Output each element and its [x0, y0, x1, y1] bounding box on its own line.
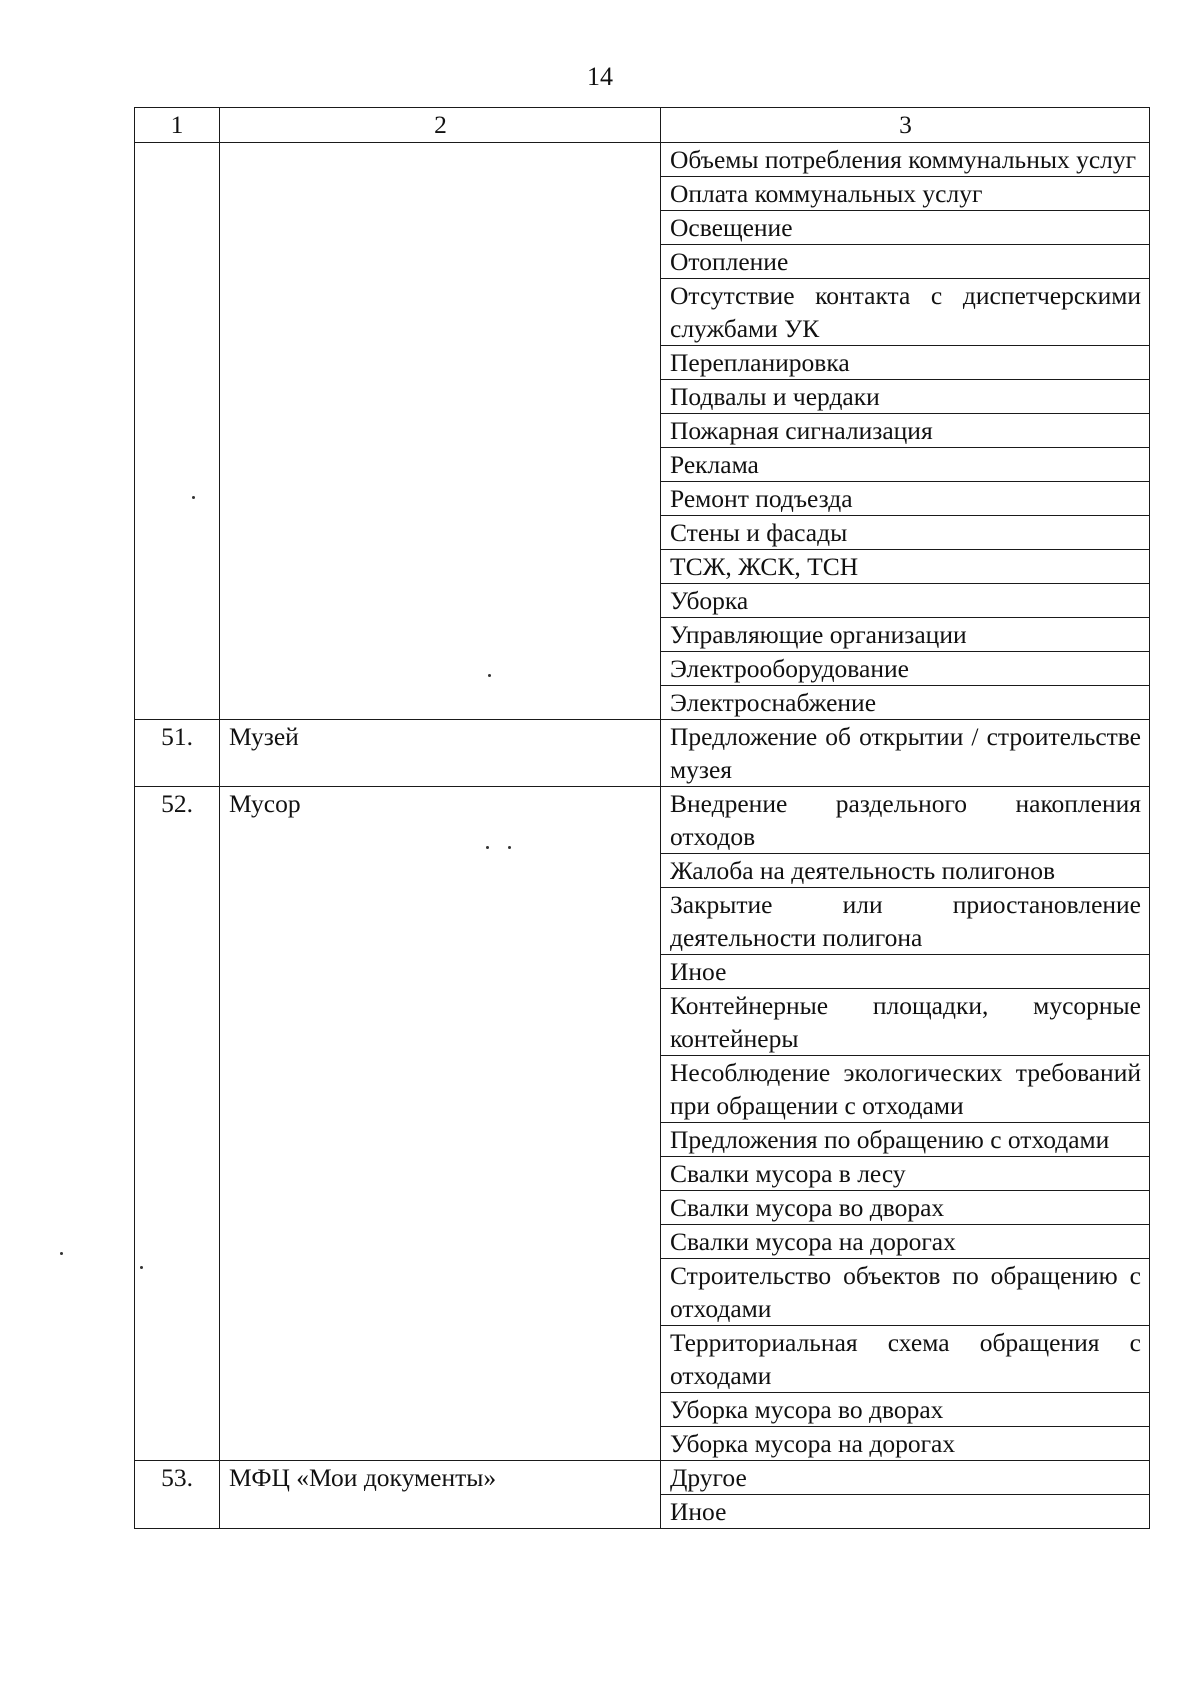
topic-cell: Иное — [661, 955, 1150, 989]
topic-cell: Предложение об открытии / строительстве музея — [661, 720, 1150, 787]
table-row — [135, 1461, 1150, 1495]
topic-cell: Оплата коммунальных услуг — [661, 177, 1150, 211]
item-name — [220, 143, 661, 720]
table-row — [135, 787, 1150, 854]
topic-cell: Свалки мусора на дорогах — [661, 1225, 1150, 1259]
topic-cell: Перепланировка — [661, 346, 1150, 380]
scan-speck — [192, 496, 195, 499]
topic-cell: Электрооборудование — [661, 652, 1150, 686]
topic-cell: Свалки мусора во дворах — [661, 1191, 1150, 1225]
table-row — [135, 143, 1150, 177]
topic-cell: Уборка мусора на дорогах — [661, 1427, 1150, 1461]
scan-speck — [508, 846, 511, 849]
header-cell-2: 2 — [220, 108, 661, 143]
topic-cell: Другое — [661, 1461, 1150, 1495]
item-number — [135, 143, 220, 720]
item-name: Мусор — [220, 787, 661, 1461]
topic-cell: Внедрение раздельного накопления отходов — [661, 787, 1150, 854]
topic-cell: Предложения по обращению с отходами — [661, 1123, 1150, 1157]
page-number: 14 — [587, 62, 613, 91]
scan-speck — [140, 1266, 143, 1269]
topic-cell: Пожарная сигнализация — [661, 414, 1150, 448]
item-number: 51. — [135, 720, 220, 787]
item-number: 53. — [135, 1461, 220, 1529]
topics-table — [134, 107, 1150, 1529]
scan-speck — [60, 1252, 63, 1255]
topic-cell: Уборка — [661, 584, 1150, 618]
topic-cell: Контейнерные площадки, мусорные контейнеры — [661, 989, 1150, 1056]
topic-cell: Территориальная схема обращения с отходами — [661, 1326, 1150, 1393]
topic-cell: Свалки мусора в лесу — [661, 1157, 1150, 1191]
topic-cell: Электроснабжение — [661, 686, 1150, 720]
header-cell-1: 1 — [135, 108, 220, 143]
topic-cell: Освещение — [661, 211, 1150, 245]
item-number: 52. — [135, 787, 220, 1461]
table-row — [135, 720, 1150, 787]
topic-cell: Жалоба на деятельность полигонов — [661, 854, 1150, 888]
topic-cell: Отопление — [661, 245, 1150, 279]
table-header-row — [135, 108, 1150, 143]
header-cell-3: 3 — [661, 108, 1150, 143]
item-name: Музей — [220, 720, 661, 787]
topic-cell: Объемы потребления коммунальных услуг — [661, 143, 1150, 177]
scan-speck — [488, 674, 491, 677]
topic-cell: Реклама — [661, 448, 1150, 482]
topic-cell: Стены и фасады — [661, 516, 1150, 550]
scan-speck — [486, 846, 489, 849]
topic-cell: Отсутствие контакта с диспетчерскими службами УК — [661, 279, 1150, 346]
item-name: МФЦ «Мои документы» — [220, 1461, 661, 1529]
topic-cell: Ремонт подъезда — [661, 482, 1150, 516]
topic-cell: Иное — [661, 1495, 1150, 1529]
topic-cell: Несоблюдение экологических требований при обращении с отходами — [661, 1056, 1150, 1123]
topic-cell: Подвалы и чердаки — [661, 380, 1150, 414]
topic-cell: Управляющие организации — [661, 618, 1150, 652]
topic-cell: Закрытие или приостановление деятельности полигона — [661, 888, 1150, 955]
topic-cell: Строительство объектов по обращению с отходами — [661, 1259, 1150, 1326]
topic-cell: Уборка мусора во дворах — [661, 1393, 1150, 1427]
topic-cell: ТСЖ, ЖСК, ТСН — [661, 550, 1150, 584]
